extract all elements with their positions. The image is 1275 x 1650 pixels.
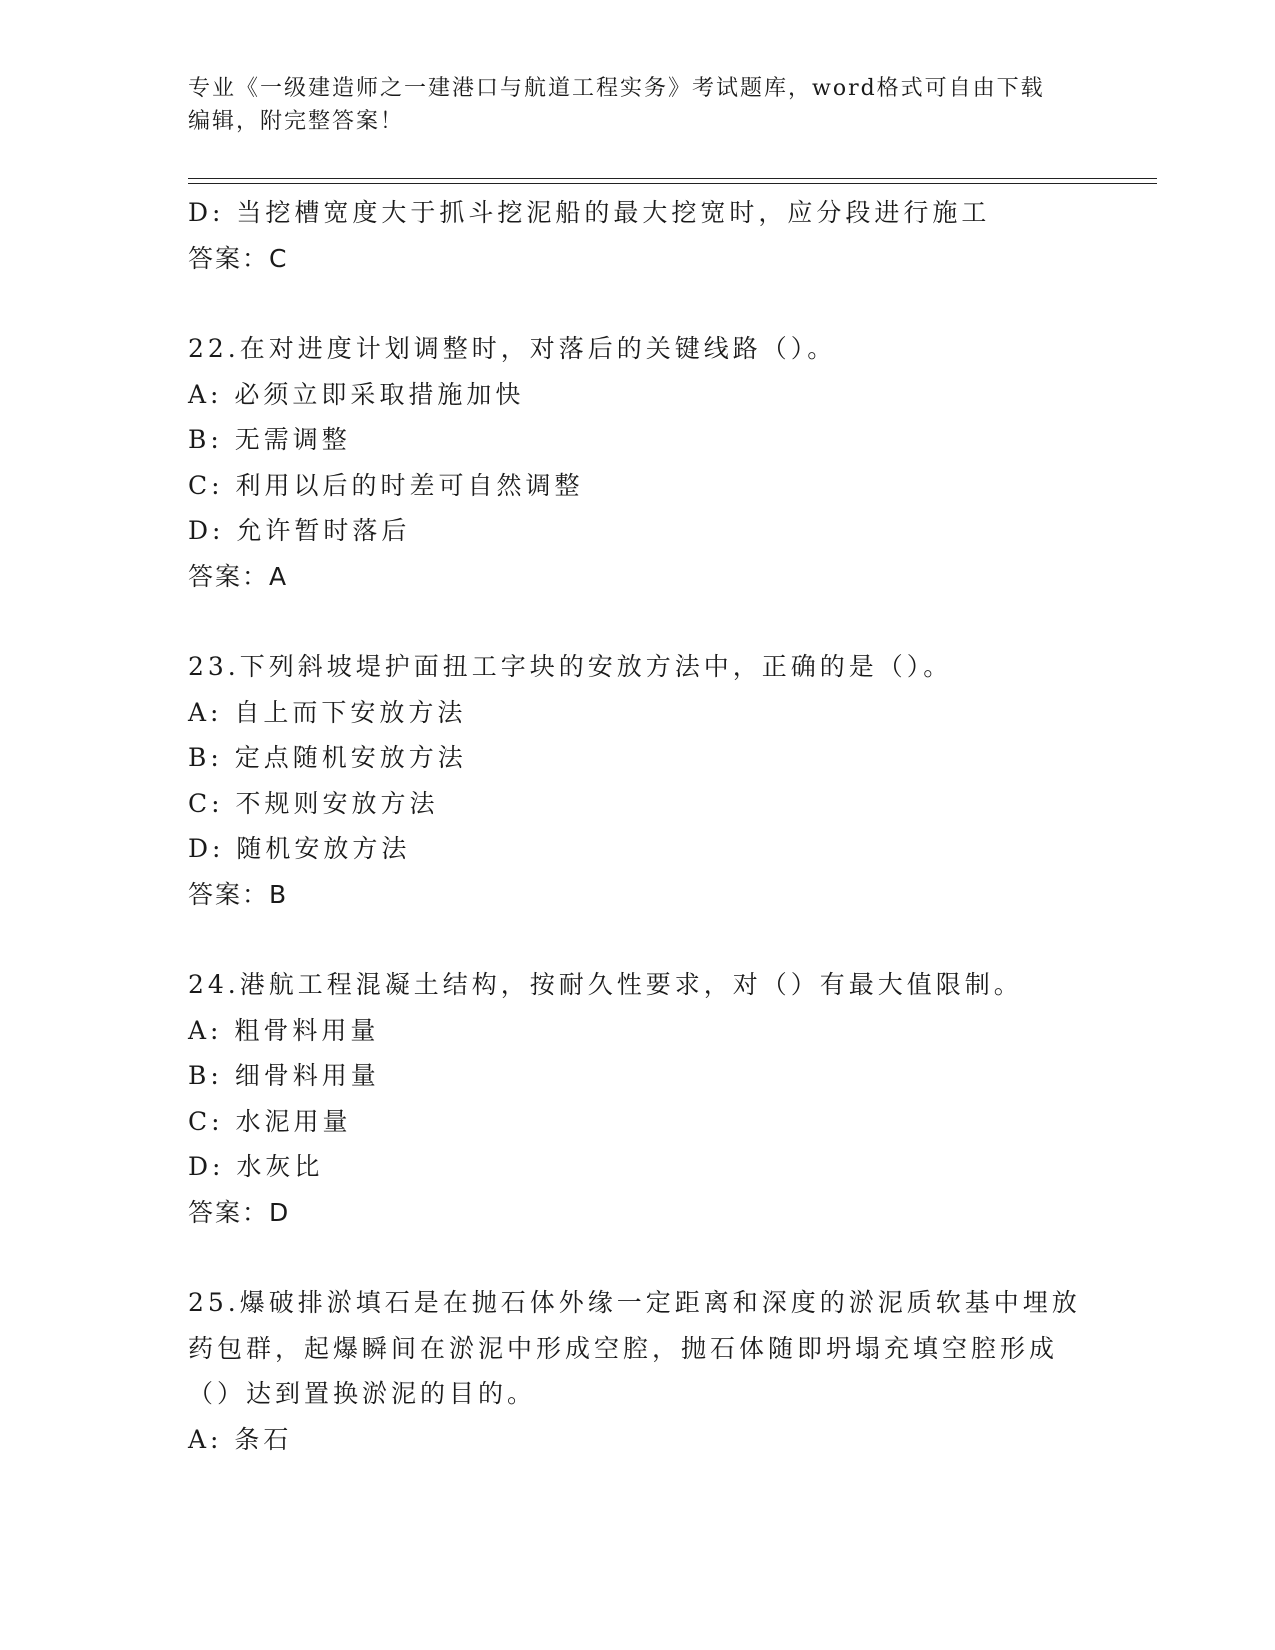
- question-23: [188, 644, 1088, 917]
- question-stem-line-1: 25.爆破排淤填石是在抛石体外缘一定距离和深度的淤泥质软基中埋放: [188, 1288, 1081, 1317]
- question-content: [188, 190, 1088, 1462]
- option-a: A: 粗骨料用量: [188, 1015, 380, 1045]
- answer-line: 答案：A: [188, 561, 289, 591]
- answer-line: 答案：B: [188, 879, 289, 909]
- option-c: C: 水泥用量: [188, 1106, 352, 1136]
- option-b: B: 细骨料用量: [188, 1061, 380, 1090]
- document-header: [188, 72, 1078, 138]
- option-d: D: 水灰比: [188, 1152, 324, 1181]
- question-22: [188, 326, 1088, 599]
- answer-line: 答案：D: [188, 1197, 291, 1227]
- header-divider-bottom: [188, 183, 1157, 184]
- question-stem-line-3: （）达到置换淤泥的目的。: [188, 1379, 537, 1408]
- option-a: A: 条石: [188, 1424, 293, 1454]
- question-stem: 22.在对进度计划调整时，对落后的关键线路（）。: [188, 334, 837, 363]
- option-a: A: 自上而下安放方法: [188, 697, 467, 727]
- option-a: A: 必须立即采取措施加快: [188, 379, 525, 409]
- option-c: C: 利用以后的时差可自然调整: [188, 470, 584, 500]
- option-b: B: 无需调整: [188, 425, 351, 454]
- question-stem: 23.下列斜坡堤护面扭工字块的安放方法中，正确的是（）。: [188, 652, 953, 681]
- question-24: [188, 962, 1088, 1235]
- option-d: D: 允许暂时落后: [188, 516, 411, 545]
- header-line-2: 编辑，附完整答案！: [188, 109, 405, 134]
- header-divider-top: [188, 178, 1157, 179]
- header-line-1: 专业《一级建造师之一建港口与航道工程实务》考试题库，word格式可自由下载: [188, 76, 1045, 101]
- option-d: D: 当挖槽宽度大于抓斗挖泥船的最大挖宽时，应分段进行施工: [188, 198, 991, 227]
- question-stem-line-2: 药包群，起爆瞬间在淤泥中形成空腔，抛石体随即坍塌充填空腔形成: [188, 1333, 1059, 1363]
- answer-line: 答案：C: [188, 243, 289, 273]
- question-stem: 24.港航工程混凝土结构，按耐久性要求，对（）有最大值限制。: [188, 970, 1023, 999]
- option-c: C: 不规则安放方法: [188, 788, 439, 818]
- option-b: B: 定点随机安放方法: [188, 743, 467, 772]
- question-25: [188, 1280, 1088, 1462]
- option-d: D: 随机安放方法: [188, 834, 411, 863]
